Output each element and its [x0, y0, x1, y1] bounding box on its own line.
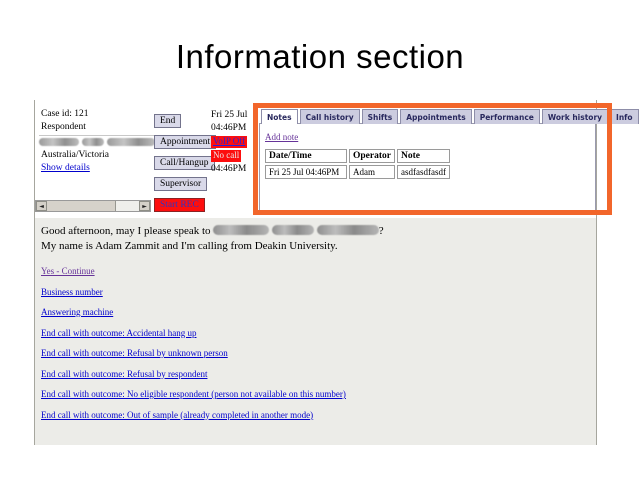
notes-table: [263, 147, 452, 181]
status-date: Fri 25 Jul: [211, 110, 248, 120]
call-controls: [154, 110, 216, 215]
link-outcome-refusal-unknown[interactable]: End call with outcome: Refusal by unknown person: [41, 348, 228, 358]
scroll-right-arrow-icon[interactable]: ►: [139, 201, 150, 211]
column-header-note: Note: [397, 149, 450, 163]
tab-shifts[interactable]: Shifts: [362, 109, 399, 124]
notes-table-header-row: [265, 149, 450, 163]
redaction-blob: [213, 225, 269, 235]
outcome-links-list: [35, 254, 596, 420]
tab-appointments[interactable]: Appointments: [400, 109, 471, 124]
note-text-cell: asdfasdfasdf: [397, 165, 450, 179]
start-rec-button[interactable]: Start REC: [154, 198, 205, 212]
tab-info[interactable]: Info: [610, 109, 639, 124]
redaction-blob: [272, 225, 314, 235]
respondent-label: Respondent: [41, 122, 86, 132]
scrollbar-track[interactable]: [47, 201, 139, 211]
no-call-status-badge: No call: [213, 150, 240, 160]
tab-performance[interactable]: Performance: [474, 109, 540, 124]
case-id: Case id: 121: [41, 109, 89, 119]
scroll-left-arrow-icon[interactable]: ◄: [36, 201, 47, 211]
script-area: [35, 218, 596, 445]
tab-bar: [261, 109, 633, 124]
note-datetime-cell: Fri 25 Jul 04:46PM: [265, 165, 347, 179]
page-title: Information section: [175, 38, 465, 75]
script-line1-prefix: Good afternoon, may I please speak to: [41, 225, 214, 237]
redaction-blob: [82, 138, 104, 146]
notes-panel: [259, 123, 596, 215]
app-screenshot: [34, 100, 633, 445]
link-yes-continue[interactable]: Yes - Continue: [41, 266, 95, 276]
redaction-blob: [39, 138, 79, 146]
respondent-location: Australia/Victoria: [41, 150, 110, 160]
redacted-respondent-name: [39, 135, 158, 147]
column-header-operator: Operator: [349, 149, 395, 163]
add-note-link[interactable]: Add note: [265, 132, 299, 142]
redaction-blob: [107, 138, 155, 146]
show-details-link[interactable]: Show details: [41, 163, 90, 173]
table-row: [265, 165, 450, 179]
link-outcome-out-of-sample[interactable]: End call with outcome: Out of sample (already completed in another mode): [41, 409, 314, 420]
tab-notes[interactable]: Notes: [261, 109, 298, 124]
tab-work-history[interactable]: Work history: [542, 109, 608, 124]
call-hangup-button[interactable]: Call/Hangup: [154, 156, 215, 170]
link-outcome-no-eligible-respondent[interactable]: End call with outcome: No eligible respondent (person not available on this number): [41, 389, 346, 399]
interviewer-script: [35, 218, 596, 254]
column-header-datetime: Date/Time: [265, 149, 347, 163]
voip-off-toggle[interactable]: VoIP Off: [213, 136, 246, 146]
horizontal-scrollbar[interactable]: [35, 200, 151, 212]
status-column: [211, 109, 257, 176]
information-section: [259, 109, 633, 215]
link-outcome-accidental-hangup[interactable]: End call with outcome: Accidental hang up: [41, 327, 197, 338]
note-operator-cell: Adam: [349, 165, 395, 179]
appointment-button[interactable]: Appointment: [154, 135, 216, 149]
scrollbar-thumb[interactable]: [47, 201, 116, 211]
script-line1-suffix: ?: [378, 225, 384, 237]
case-panel: [41, 108, 165, 175]
link-answering-machine[interactable]: Answering machine: [41, 307, 114, 317]
script-line2: My name is Adam Zammit and I'm calling from Deakin University.: [41, 240, 338, 252]
link-business-number[interactable]: Business number: [41, 286, 103, 297]
end-button[interactable]: End: [154, 114, 181, 128]
redaction-blob: [317, 225, 379, 235]
tab-call-history[interactable]: Call history: [300, 109, 360, 124]
supervisor-button[interactable]: Supervisor: [154, 177, 207, 191]
status-time: 04:46PM: [211, 123, 247, 133]
status-time-2: 04:46PM: [211, 164, 247, 174]
link-outcome-refusal-respondent[interactable]: End call with outcome: Refusal by respondent: [41, 368, 208, 379]
